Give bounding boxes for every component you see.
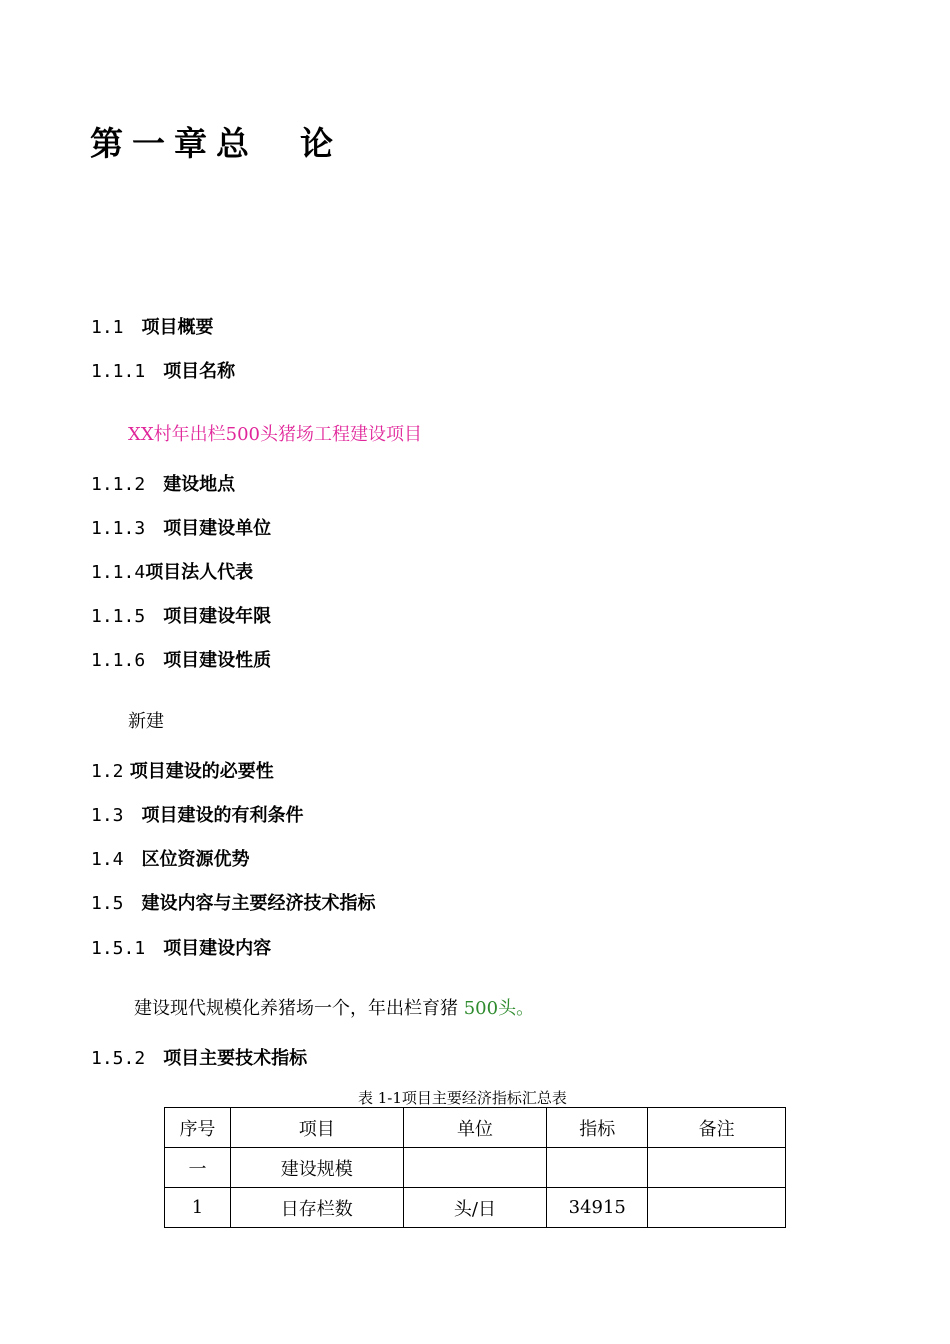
section-number: 1.1.5 (91, 606, 146, 627)
section-number: 1.4 (91, 849, 124, 870)
section-title: 项目概要 (141, 317, 214, 338)
section-number: 1.1 (91, 317, 124, 338)
table-row (165, 1148, 786, 1188)
section-title: 项目名称 (163, 361, 236, 382)
section-number: 1.3 (91, 805, 124, 826)
section-heading (91, 357, 235, 383)
content-paragraph (134, 994, 534, 1020)
section-heading (91, 801, 304, 827)
indicator-summary-table (164, 1107, 786, 1228)
section-title: 项目建设内容 (163, 938, 272, 959)
section-heading (91, 602, 271, 628)
table-cell (403, 1148, 547, 1188)
section-heading (91, 1044, 307, 1070)
section-title: 项目建设的有利条件 (141, 805, 304, 826)
section-heading (91, 646, 271, 672)
section-title: 区位资源优势 (141, 849, 250, 870)
header-cell: 项目 (230, 1108, 403, 1148)
section-heading (91, 313, 214, 339)
section-title: 项目法人代表 (145, 562, 254, 583)
section-number: 1.1.2 (91, 474, 146, 495)
table-caption: 表 1-1项目主要经济指标汇总表 (358, 1089, 567, 1107)
table-cell (547, 1148, 648, 1188)
header-cell: 指标 (547, 1108, 648, 1148)
table-header-row (165, 1108, 786, 1148)
table-cell: 一 (165, 1148, 231, 1188)
table-cell: 头/日 (403, 1188, 547, 1228)
section-title: 项目建设性质 (163, 650, 272, 671)
section-number: 1.1.6 (91, 650, 146, 671)
section-number: 1.1.3 (91, 518, 146, 539)
section-heading (91, 470, 235, 496)
section-title: 项目建设年限 (163, 606, 272, 627)
section-number: 1.5 (91, 893, 124, 914)
section-number: 1.5.1 (91, 938, 146, 959)
table-cell (648, 1148, 786, 1188)
construction-nature: 新建 (128, 711, 164, 732)
chapter-title: 第一章总 论 (90, 124, 342, 163)
section-number: 1.2 (91, 761, 124, 782)
section-heading (91, 845, 250, 871)
header-cell: 序号 (165, 1108, 231, 1148)
section-title: 建设内容与主要经济技术指标 (141, 893, 376, 914)
project-name: XX村年出栏500头猪场工程建设项目 (128, 424, 422, 445)
section-heading (91, 558, 253, 584)
section-title: 建设地点 (163, 474, 236, 495)
section-number: 1.1.1 (91, 361, 146, 382)
section-title: 项目建设的必要性 (129, 761, 274, 782)
section-title: 项目主要技术指标 (163, 1048, 308, 1069)
content-text: 建设现代规模化养猪场一个，年出栏育猪 (134, 998, 458, 1019)
section-number: 1.5.2 (91, 1048, 146, 1069)
section-heading (91, 514, 271, 540)
table-cell (648, 1188, 786, 1228)
header-cell: 单位 (403, 1108, 547, 1148)
section-title: 项目建设单位 (163, 518, 272, 539)
section-heading (91, 934, 271, 960)
table-cell: 日存栏数 (230, 1188, 403, 1228)
table-cell: 34915 (547, 1188, 648, 1228)
section-number: 1.1.4 (91, 562, 146, 583)
table-cell: 1 (165, 1188, 231, 1228)
table-cell: 建设规模 (230, 1148, 403, 1188)
section-heading (91, 889, 376, 915)
output-highlight: 500头。 (463, 998, 535, 1019)
header-cell: 备注 (648, 1108, 786, 1148)
section-heading (91, 757, 274, 783)
table-row (165, 1188, 786, 1228)
